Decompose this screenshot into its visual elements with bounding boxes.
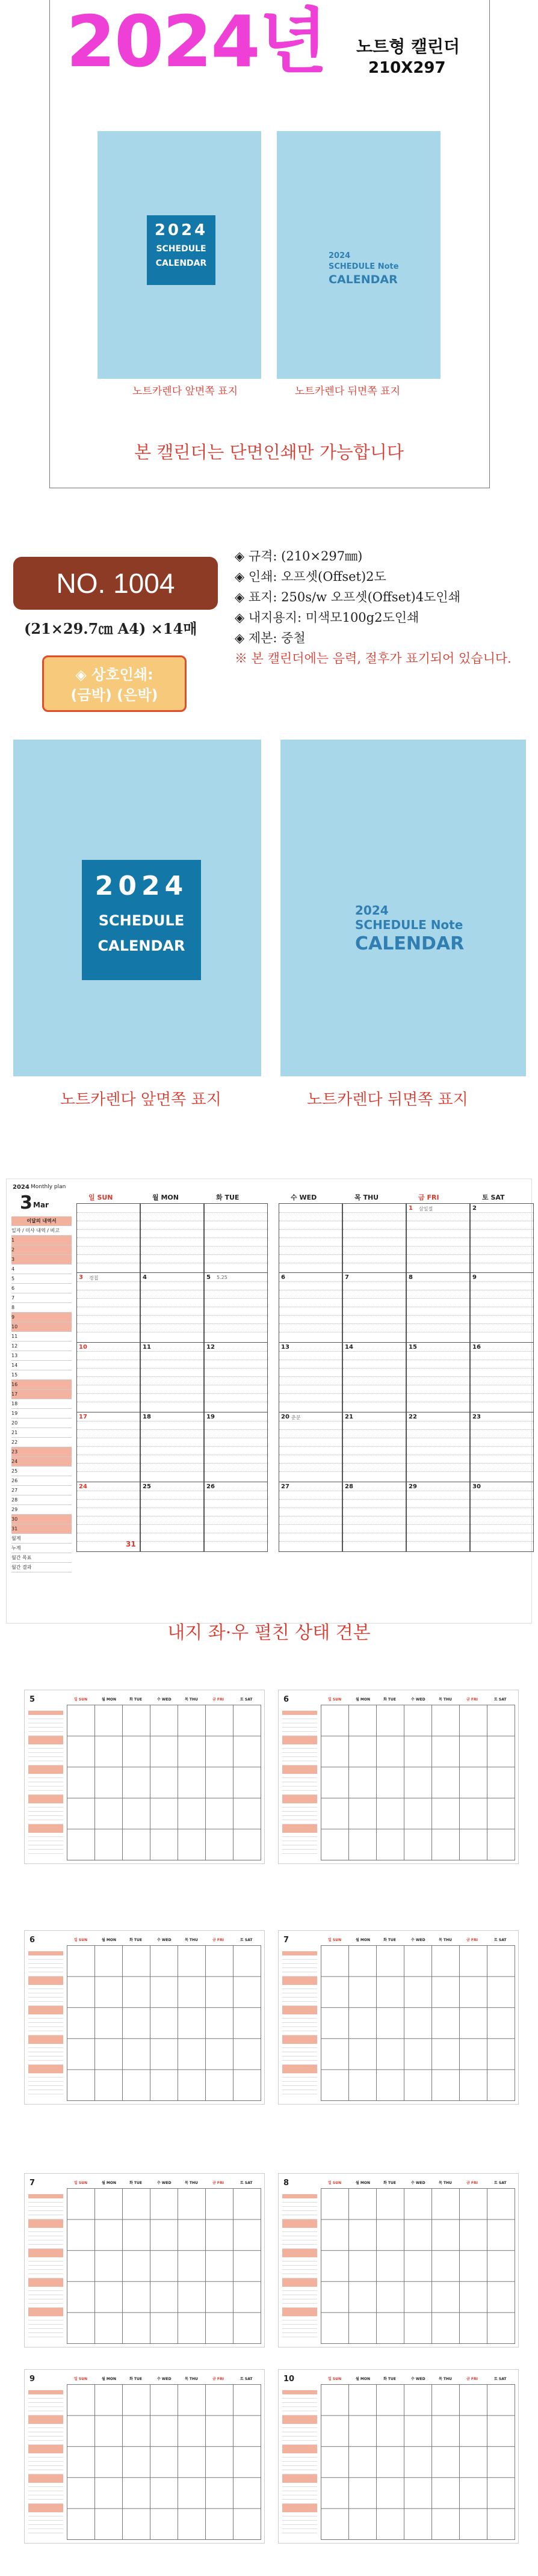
sidebar-footer: 월간 목표 xyxy=(11,1553,72,1563)
thumbnail-day-header: 일 SUN xyxy=(74,2377,88,2381)
thumbnail-day-header: 화 TUE xyxy=(383,2181,396,2185)
date-number: 23 xyxy=(472,1414,481,1420)
sidebar-day-row: 25 xyxy=(11,1467,72,1476)
date-number: 18 xyxy=(143,1414,151,1420)
calendar-cell xyxy=(470,1273,534,1343)
product-type: 노트형 캘린더 xyxy=(356,37,460,57)
day-header: 목 THU xyxy=(354,1194,379,1201)
thumbnail-month: 6 xyxy=(29,1936,36,1945)
calendar-cell xyxy=(279,1273,342,1343)
imprint-title: ◈ 상호인쇄: xyxy=(75,666,153,683)
sidebar-day-row: 22 xyxy=(11,1438,72,1447)
thumbnail-day-header: 화 TUE xyxy=(129,2377,142,2381)
cover-year: 2024 xyxy=(154,221,208,239)
sidebar-day-row: 28 xyxy=(11,1495,72,1505)
thumbnail-day-header: 화 TUE xyxy=(129,1697,142,1702)
thumbnail-month: 7 xyxy=(283,1936,289,1945)
spec-item: ◈ 규격: (210×297㎜) xyxy=(235,549,363,563)
thumbnail-day-header: 수 WED xyxy=(411,1938,425,1942)
date-number: 21 xyxy=(345,1414,353,1420)
month-thumbnail xyxy=(278,1690,519,1864)
back-caption-small: 노트카렌다 뒤면쪽 표지 xyxy=(295,385,401,397)
date-number: 4 xyxy=(143,1274,147,1281)
sidebar-day-row: 7 xyxy=(11,1293,72,1303)
date-number: 14 xyxy=(345,1344,353,1351)
sidebar-header: 이달의 내역서 xyxy=(11,1216,72,1226)
date-number: 19 xyxy=(206,1414,215,1420)
month-thumbnail xyxy=(24,1690,265,1864)
thumbnail-day-header: 일 SUN xyxy=(74,2181,88,2185)
sidebar-day-row: 15 xyxy=(11,1370,72,1380)
thumbnail-day-header: 금 FRI xyxy=(212,1697,224,1702)
cover-line1: SCHEDULE xyxy=(156,244,206,254)
day-header: 월 MON xyxy=(152,1194,179,1201)
back-cover-line2: CALENDAR xyxy=(355,933,465,954)
thumbnail-day-header: 수 WED xyxy=(411,1697,425,1702)
spread-month: 3 xyxy=(20,1192,32,1213)
thumbnail-month: 5 xyxy=(29,1695,36,1704)
thumbnail-day-header: 화 TUE xyxy=(383,1938,396,1942)
thumbnail-day-header: 목 THU xyxy=(185,1938,198,1942)
spec-item: ◈ 제본: 중철 xyxy=(235,631,306,645)
front-caption-large: 노트카렌다 앞면쪽 표지 xyxy=(60,1091,221,1109)
calendar-cell xyxy=(204,1273,268,1343)
spec-list xyxy=(235,546,524,669)
calendar-cell xyxy=(406,1343,470,1412)
calendar-cell xyxy=(76,1203,140,1273)
thumbnail-day-header: 일 SUN xyxy=(328,2377,342,2381)
sidebar-day-row: 19 xyxy=(11,1409,72,1418)
thumbnail-day-header: 수 WED xyxy=(411,2377,425,2381)
sidebar-day-row: 24 xyxy=(11,1457,72,1467)
thumbnail-day-header: 화 TUE xyxy=(129,2181,142,2185)
sidebar-day-row: 20 xyxy=(11,1418,72,1428)
cover-line2: CALENDAR xyxy=(97,937,185,954)
thumbnail-day-header: 일 SUN xyxy=(328,2181,342,2185)
date-number: 9 xyxy=(472,1274,477,1281)
front-cover-logo xyxy=(147,215,215,285)
spec-item: ◈ 표지: 250s/w 오프셋(Offset)4도인쇄 xyxy=(235,590,460,604)
thumbnail-sidebar xyxy=(28,1951,63,2096)
sidebar-day-row: 17 xyxy=(11,1390,72,1399)
thumbnail-sidebar xyxy=(28,2194,63,2338)
sidebar-day-row: 23 xyxy=(11,1447,72,1457)
date-number: 20 xyxy=(281,1414,289,1420)
thumbnail-sidebar xyxy=(282,2194,317,2338)
date-number: 2 xyxy=(472,1205,477,1212)
calendar-cell xyxy=(279,1203,342,1273)
thumbnail-grid xyxy=(321,1705,515,1860)
sidebar-day-row: 27 xyxy=(11,1486,72,1495)
cover-line2: CALENDAR xyxy=(155,259,207,268)
thumbnail-month: 9 xyxy=(29,2375,36,2384)
thumbnail-sidebar xyxy=(282,2390,317,2535)
thumbnail-day-header: 목 THU xyxy=(439,2377,452,2381)
sidebar-footer: 누계 xyxy=(11,1544,72,1553)
spec-item: ◈ 인쇄: 오프셋(Offset)2도 xyxy=(235,569,386,584)
date-number: 1 xyxy=(409,1205,413,1212)
calendar-cell xyxy=(406,1273,470,1343)
thumbnail-sidebar xyxy=(282,1711,317,1855)
cover-year: 2024 xyxy=(94,871,188,901)
thumbnail-sidebar xyxy=(282,1951,317,2096)
thumbnail-day-header: 월 MON xyxy=(102,2181,116,2185)
calendar-cell xyxy=(76,1412,140,1482)
calendar-cell xyxy=(470,1343,534,1412)
spread-year: 2024 xyxy=(13,1184,29,1191)
date-number: 16 xyxy=(472,1344,481,1351)
calendar-cell xyxy=(140,1273,204,1343)
year-title: 2024년 xyxy=(66,0,327,83)
calendar-cell xyxy=(140,1412,204,1482)
sidebar-day-row: 16 xyxy=(11,1380,72,1390)
date-number: 12 xyxy=(206,1344,215,1351)
calendar-cell xyxy=(204,1412,268,1482)
front-cover-large xyxy=(13,740,261,1076)
date-note: 경칩 xyxy=(89,1275,99,1281)
single-sided-notice: 본 캘린더는 단면인쇄만 가능합니다 xyxy=(134,442,404,462)
thumbnail-day-header: 토 SAT xyxy=(240,2377,253,2381)
calendar-cell xyxy=(406,1412,470,1482)
thumbnail-day-header: 월 MON xyxy=(356,1938,370,1942)
model-size: (21×29.7㎝ A4) ×14매 xyxy=(24,620,197,637)
sidebar-day-row: 3 xyxy=(11,1255,72,1265)
thumbnail-day-header: 화 TUE xyxy=(129,1938,142,1942)
lunar-warning: ※ 본 캘린더에는 음력, 절후가 표기되어 있습니다. xyxy=(235,651,512,666)
thumbnail-day-header: 토 SAT xyxy=(494,2181,507,2185)
imprint-option-box xyxy=(42,655,187,712)
month-thumbnail xyxy=(278,2173,519,2348)
sidebar-day-row: 5 xyxy=(11,1274,72,1284)
thumbnail-grid xyxy=(321,2384,515,2540)
calendar-cell xyxy=(470,1482,534,1552)
date-number: 5 xyxy=(206,1274,211,1281)
thumbnail-day-header: 금 FRI xyxy=(212,1938,224,1942)
back-cover-line1: SCHEDULE Note xyxy=(329,262,399,271)
thumbnail-day-header: 월 MON xyxy=(356,1697,370,1702)
thumbnail-day-header: 토 SAT xyxy=(240,2181,253,2185)
calendar-cell xyxy=(342,1412,406,1482)
date-number: 11 xyxy=(143,1344,151,1351)
date-number: 28 xyxy=(345,1483,353,1490)
sidebar-day-row: 1 xyxy=(11,1236,72,1245)
thumbnail-day-header: 토 SAT xyxy=(240,1697,253,1702)
thumbnail-day-header: 목 THU xyxy=(185,2377,198,2381)
thumbnail-day-header: 일 SUN xyxy=(328,1938,342,1942)
date-number: 30 xyxy=(472,1483,481,1490)
calendar-cell xyxy=(76,1343,140,1412)
thumbnail-day-header: 월 MON xyxy=(102,1938,116,1942)
thumbnail-grid xyxy=(67,2384,261,2540)
spread-caption: 내지 좌·우 펼친 상태 견본 xyxy=(167,1622,371,1643)
calendar-cell xyxy=(279,1412,342,1482)
imprint-options: (금박) (은박) xyxy=(70,687,158,704)
sidebar-day-row: 30 xyxy=(11,1515,72,1524)
date-number: 15 xyxy=(409,1344,417,1351)
planner-spread xyxy=(6,1179,532,1624)
calendar-cell xyxy=(342,1273,406,1343)
date-note: 춘분 xyxy=(291,1415,301,1420)
sidebar-day-row: 13 xyxy=(11,1351,72,1361)
calendar-cell xyxy=(470,1203,534,1273)
thumbnail-day-header: 목 THU xyxy=(439,2181,452,2185)
thumbnail-sidebar xyxy=(28,1711,63,1855)
date-number: 29 xyxy=(409,1483,417,1490)
calendar-cell xyxy=(406,1482,470,1552)
thumbnail-day-header: 목 THU xyxy=(185,1697,198,1702)
back-cover-small xyxy=(277,131,441,379)
thumbnail-day-header: 월 MON xyxy=(102,1697,116,1702)
calendar-cell xyxy=(140,1203,204,1273)
thumbnail-day-header: 수 WED xyxy=(157,2377,172,2381)
thumbnail-day-header: 월 MON xyxy=(356,2377,370,2381)
calendar-cell xyxy=(470,1412,534,1482)
sidebar-day-row: 8 xyxy=(11,1303,72,1313)
back-cover-large xyxy=(280,740,526,1076)
thumbnail-grid xyxy=(67,2188,261,2344)
thumbnail-day-header: 화 TUE xyxy=(383,2377,396,2381)
date-number: 22 xyxy=(409,1414,417,1420)
date-number: 26 xyxy=(206,1483,215,1490)
day-header: 토 SAT xyxy=(482,1194,505,1201)
thumbnail-day-header: 금 FRI xyxy=(466,1938,478,1942)
spread-plan-label: Monthly plan xyxy=(31,1184,66,1190)
month-thumbnail xyxy=(278,2369,519,2544)
date-note: 삼일절 xyxy=(419,1206,433,1212)
calendar-cell xyxy=(279,1343,342,1412)
sidebar-day-row: 29 xyxy=(11,1505,72,1515)
date-number: 7 xyxy=(345,1274,349,1281)
date-number: 17 xyxy=(79,1414,87,1420)
back-caption-large: 노트카렌다 뒤면쪽 표지 xyxy=(307,1091,468,1109)
calendar-cell xyxy=(279,1482,342,1552)
day-header: 일 SUN xyxy=(88,1194,113,1201)
back-cover-line1: SCHEDULE Note xyxy=(355,918,463,932)
thumbnail-grid xyxy=(321,2188,515,2344)
month-thumbnail xyxy=(278,1930,519,2105)
thumbnail-day-header: 금 FRI xyxy=(466,2377,478,2381)
sidebar-day-row: 26 xyxy=(11,1476,72,1486)
date-number: 3 xyxy=(79,1274,83,1281)
calendar-cell xyxy=(204,1343,268,1412)
sidebar-day-row: 9 xyxy=(11,1313,72,1322)
thumbnail-day-header: 화 TUE xyxy=(383,1697,396,1702)
thumbnail-day-header: 토 SAT xyxy=(240,1938,253,1942)
thumbnail-day-header: 목 THU xyxy=(439,1938,452,1942)
day-header: 금 FRI xyxy=(418,1194,439,1201)
calendar-cell xyxy=(76,1273,140,1343)
front-caption-small: 노트카렌다 앞면쪽 표지 xyxy=(132,385,238,397)
sidebar-day-row: 11 xyxy=(11,1332,72,1342)
thumbnail-day-header: 수 WED xyxy=(157,1938,172,1942)
sidebar-day-row: 10 xyxy=(11,1322,72,1332)
thumbnail-day-header: 월 MON xyxy=(102,2377,116,2381)
calendar-cell xyxy=(342,1482,406,1552)
calendar-cell xyxy=(204,1482,268,1552)
thumbnail-day-header: 금 FRI xyxy=(466,2181,478,2185)
model-badge: NO. 1004 xyxy=(13,557,218,610)
day-header: 수 WED xyxy=(291,1194,317,1201)
sidebar-day-row: 4 xyxy=(11,1265,72,1274)
thumbnail-sidebar xyxy=(28,2390,63,2535)
date-number: 8 xyxy=(409,1274,413,1281)
back-cover-year: 2024 xyxy=(355,903,389,918)
thumbnail-month: 7 xyxy=(29,2179,36,2188)
thumbnail-day-header: 수 WED xyxy=(157,2181,172,2185)
thumbnail-grid xyxy=(67,1705,261,1860)
calendar-cell xyxy=(342,1203,406,1273)
spec-item: ◈ 내지용지: 미색모100g2도인쇄 xyxy=(235,610,419,625)
front-cover-small xyxy=(97,131,261,379)
month-sidebar xyxy=(11,1216,72,1572)
month-thumbnail xyxy=(24,1930,265,2105)
thumbnail-day-header: 수 WED xyxy=(411,2181,425,2185)
thumbnail-day-header: 금 FRI xyxy=(212,2181,224,2185)
thumbnail-month: 6 xyxy=(283,1695,289,1704)
thumbnail-month: 8 xyxy=(283,2179,289,2188)
date-number: 25 xyxy=(143,1483,151,1490)
date-note: 5.25 xyxy=(217,1275,227,1280)
sidebar-day-row: 14 xyxy=(11,1361,72,1370)
product-size: 210X297 xyxy=(368,59,446,77)
back-cover-year: 2024 xyxy=(329,251,351,260)
back-cover-line2: CALENDAR xyxy=(329,273,398,286)
calendar-cell xyxy=(204,1203,268,1273)
calendar-cell xyxy=(140,1482,204,1552)
thumbnail-day-header: 토 SAT xyxy=(494,1938,507,1942)
date-number: 24 xyxy=(79,1483,87,1490)
date-number: 27 xyxy=(281,1483,289,1490)
thumbnail-day-header: 목 THU xyxy=(185,2181,198,2185)
calendar-cell xyxy=(140,1343,204,1412)
date-number: 13 xyxy=(281,1344,289,1351)
extra-date-number: 31 xyxy=(126,1540,136,1548)
thumbnail-day-header: 토 SAT xyxy=(494,2377,507,2381)
thumbnail-day-header: 월 MON xyxy=(356,2181,370,2185)
thumbnail-day-header: 일 SUN xyxy=(74,1938,88,1942)
thumbnail-day-header: 금 FRI xyxy=(212,2377,224,2381)
thumbnail-day-header: 토 SAT xyxy=(494,1697,507,1702)
month-thumbnail xyxy=(24,2173,265,2348)
calendar-cell xyxy=(342,1343,406,1412)
date-number: 10 xyxy=(79,1344,87,1351)
thumbnail-month: 10 xyxy=(283,2375,295,2384)
sidebar-day-row: 12 xyxy=(11,1342,72,1351)
thumbnail-day-header: 일 SUN xyxy=(328,1697,342,1702)
sidebar-footer: 월계 xyxy=(11,1534,72,1544)
thumbnail-day-header: 수 WED xyxy=(157,1697,172,1702)
sidebar-day-row: 6 xyxy=(11,1284,72,1293)
calendar-cell xyxy=(406,1203,470,1273)
spread-month-en: Mar xyxy=(33,1201,49,1209)
sidebar-footer: 월간 결과 xyxy=(11,1563,72,1572)
front-cover-large-logo xyxy=(82,860,201,980)
thumbnail-day-header: 목 THU xyxy=(439,1697,452,1702)
thumbnail-grid xyxy=(67,1945,261,2101)
sidebar-day-row: 2 xyxy=(11,1245,72,1255)
month-thumbnail xyxy=(24,2369,265,2544)
day-header: 화 TUE xyxy=(216,1194,240,1201)
sidebar-day-row: 18 xyxy=(11,1399,72,1409)
date-number: 6 xyxy=(281,1274,285,1281)
sidebar-day-row: 31 xyxy=(11,1524,72,1534)
thumbnail-day-header: 일 SUN xyxy=(74,1697,88,1702)
sidebar-subheader: 일자 / 미사 내역 / 비고 xyxy=(11,1226,72,1236)
thumbnail-day-header: 금 FRI xyxy=(466,1697,478,1702)
cover-line1: SCHEDULE xyxy=(98,912,185,929)
thumbnail-grid xyxy=(321,1945,515,2101)
sidebar-day-row: 21 xyxy=(11,1428,72,1438)
